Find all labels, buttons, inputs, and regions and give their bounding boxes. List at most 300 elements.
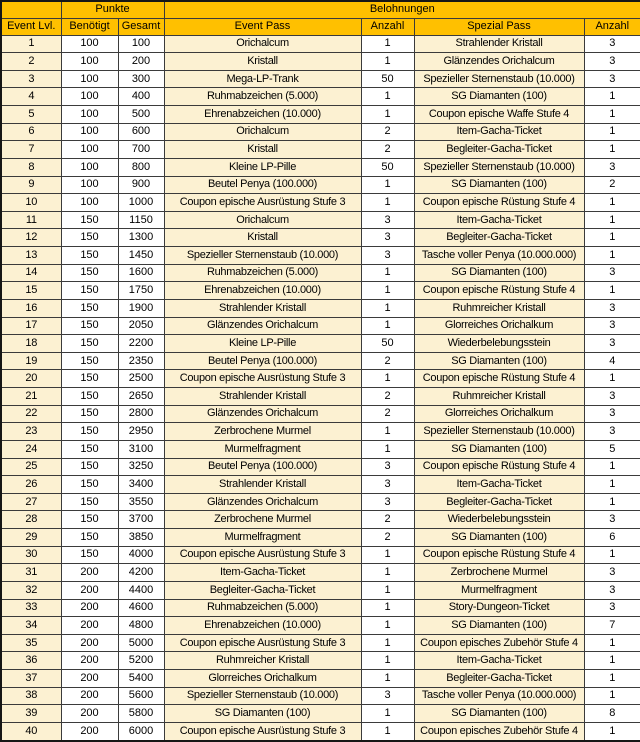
- table-header: [1, 1, 640, 35]
- col-header-anzahl-spezial-pass: Anzahl: [584, 18, 640, 35]
- cell-benoetigt: 150: [61, 511, 118, 529]
- cell-event-lvl: 2: [1, 53, 61, 71]
- cell-anzahl-spezial-pass: 3: [584, 335, 640, 353]
- cell-anzahl-spezial-pass: 1: [584, 670, 640, 688]
- cell-gesamt: 5200: [118, 652, 164, 670]
- table-row: [1, 211, 640, 229]
- cell-anzahl-spezial-pass: 2: [584, 176, 640, 194]
- cell-gesamt: 2950: [118, 423, 164, 441]
- cell-benoetigt: 150: [61, 229, 118, 247]
- cell-event-pass: Glänzendes Orichalcum: [164, 493, 361, 511]
- table-row: [1, 158, 640, 176]
- cell-gesamt: 4600: [118, 599, 164, 617]
- cell-event-pass: Ruhmreicher Kristall: [164, 652, 361, 670]
- cell-anzahl-spezial-pass: 3: [584, 70, 640, 88]
- cell-spezial-pass: Tasche voller Penya (10.000.000): [414, 247, 584, 265]
- cell-gesamt: 5000: [118, 634, 164, 652]
- cell-anzahl-event-pass: 3: [361, 211, 414, 229]
- punkte-group-header: Punkte: [61, 1, 164, 18]
- cell-spezial-pass: SG Diamanten (100): [414, 440, 584, 458]
- cell-spezial-pass: SG Diamanten (100): [414, 264, 584, 282]
- cell-benoetigt: 150: [61, 211, 118, 229]
- cell-anzahl-spezial-pass: 1: [584, 370, 640, 388]
- cell-anzahl-spezial-pass: 3: [584, 564, 640, 582]
- cell-event-lvl: 33: [1, 599, 61, 617]
- table-row: [1, 53, 640, 71]
- cell-spezial-pass: Glorreiches Orichalkum: [414, 317, 584, 335]
- cell-anzahl-spezial-pass: 4: [584, 352, 640, 370]
- table-row: [1, 652, 640, 670]
- cell-event-pass: Strahlender Kristall: [164, 299, 361, 317]
- cell-event-pass: Zerbrochene Murmel: [164, 511, 361, 529]
- cell-anzahl-event-pass: 1: [361, 670, 414, 688]
- cell-spezial-pass: Murmelfragment: [414, 581, 584, 599]
- cell-anzahl-spezial-pass: 3: [584, 581, 640, 599]
- cell-gesamt: 5800: [118, 705, 164, 723]
- cell-spezial-pass: Item-Gacha-Ticket: [414, 123, 584, 141]
- cell-event-lvl: 5: [1, 106, 61, 124]
- cell-spezial-pass: Item-Gacha-Ticket: [414, 476, 584, 494]
- cell-anzahl-spezial-pass: 3: [584, 317, 640, 335]
- cell-gesamt: 3850: [118, 529, 164, 547]
- table-body: [1, 35, 640, 741]
- cell-event-pass: SG Diamanten (100): [164, 705, 361, 723]
- cell-event-pass: Beutel Penya (100.000): [164, 176, 361, 194]
- cell-event-pass: Coupon epische Ausrüstung Stufe 3: [164, 546, 361, 564]
- cell-benoetigt: 200: [61, 705, 118, 723]
- cell-anzahl-event-pass: 1: [361, 370, 414, 388]
- cell-benoetigt: 150: [61, 317, 118, 335]
- cell-anzahl-spezial-pass: 3: [584, 388, 640, 406]
- cell-event-lvl: 9: [1, 176, 61, 194]
- table-row: [1, 617, 640, 635]
- cell-event-pass: Beutel Penya (100.000): [164, 352, 361, 370]
- col-header-event-pass: Event Pass: [164, 18, 361, 35]
- cell-anzahl-spezial-pass: 1: [584, 493, 640, 511]
- table-row: [1, 546, 640, 564]
- cell-spezial-pass: Zerbrochene Murmel: [414, 564, 584, 582]
- cell-spezial-pass: Ruhmreicher Kristall: [414, 299, 584, 317]
- cell-spezial-pass: SG Diamanten (100): [414, 88, 584, 106]
- cell-event-pass: Ehrenabzeichen (10.000): [164, 106, 361, 124]
- cell-benoetigt: 150: [61, 529, 118, 547]
- cell-spezial-pass: Wiederbelebungsstein: [414, 511, 584, 529]
- table-row: [1, 141, 640, 159]
- cell-anzahl-spezial-pass: 3: [584, 264, 640, 282]
- cell-spezial-pass: Begleiter-Gacha-Ticket: [414, 493, 584, 511]
- cell-event-lvl: 27: [1, 493, 61, 511]
- cell-event-lvl: 3: [1, 70, 61, 88]
- cell-anzahl-spezial-pass: 1: [584, 476, 640, 494]
- cell-anzahl-event-pass: 3: [361, 247, 414, 265]
- cell-anzahl-event-pass: 3: [361, 229, 414, 247]
- cell-event-pass: Coupon epische Ausrüstung Stufe 3: [164, 370, 361, 388]
- cell-event-pass: Murmelfragment: [164, 440, 361, 458]
- cell-event-lvl: 23: [1, 423, 61, 441]
- cell-event-lvl: 8: [1, 158, 61, 176]
- cell-gesamt: 6000: [118, 722, 164, 741]
- table-row: [1, 634, 640, 652]
- cell-anzahl-spezial-pass: 1: [584, 458, 640, 476]
- cell-anzahl-spezial-pass: 1: [584, 282, 640, 300]
- cell-anzahl-event-pass: 1: [361, 617, 414, 635]
- belohnungen-group-header: Belohnungen: [164, 1, 640, 18]
- cell-anzahl-event-pass: 2: [361, 141, 414, 159]
- cell-gesamt: 3400: [118, 476, 164, 494]
- cell-event-lvl: 11: [1, 211, 61, 229]
- cell-benoetigt: 100: [61, 141, 118, 159]
- cell-event-pass: Orichalcum: [164, 35, 361, 53]
- cell-spezial-pass: Wiederbelebungsstein: [414, 335, 584, 353]
- cell-gesamt: 2050: [118, 317, 164, 335]
- cell-gesamt: 1000: [118, 194, 164, 212]
- cell-event-pass: Glänzendes Orichalcum: [164, 405, 361, 423]
- table-row: [1, 352, 640, 370]
- cell-event-lvl: 21: [1, 388, 61, 406]
- cell-event-lvl: 32: [1, 581, 61, 599]
- table-row: [1, 317, 640, 335]
- cell-anzahl-spezial-pass: 3: [584, 511, 640, 529]
- cell-benoetigt: 150: [61, 282, 118, 300]
- cell-gesamt: 3100: [118, 440, 164, 458]
- cell-anzahl-spezial-pass: 1: [584, 123, 640, 141]
- cell-anzahl-event-pass: 3: [361, 493, 414, 511]
- table-row: [1, 176, 640, 194]
- cell-event-pass: Ruhmabzeichen (5.000): [164, 264, 361, 282]
- cell-event-lvl: 19: [1, 352, 61, 370]
- cell-gesamt: 4000: [118, 546, 164, 564]
- cell-anzahl-event-pass: 3: [361, 458, 414, 476]
- table-row: [1, 405, 640, 423]
- cell-anzahl-event-pass: 1: [361, 53, 414, 71]
- cell-event-lvl: 15: [1, 282, 61, 300]
- cell-gesamt: 3250: [118, 458, 164, 476]
- cell-anzahl-spezial-pass: 1: [584, 546, 640, 564]
- cell-benoetigt: 150: [61, 405, 118, 423]
- cell-gesamt: 3700: [118, 511, 164, 529]
- table-row: [1, 70, 640, 88]
- cell-spezial-pass: SG Diamanten (100): [414, 352, 584, 370]
- table-row: [1, 722, 640, 741]
- cell-event-lvl: 25: [1, 458, 61, 476]
- cell-benoetigt: 150: [61, 247, 118, 265]
- cell-gesamt: 1600: [118, 264, 164, 282]
- cell-anzahl-spezial-pass: 3: [584, 53, 640, 71]
- col-header-spezial-pass: Spezial Pass: [414, 18, 584, 35]
- cell-event-pass: Ruhmabzeichen (5.000): [164, 599, 361, 617]
- cell-benoetigt: 150: [61, 370, 118, 388]
- table-row: [1, 264, 640, 282]
- table-row: [1, 705, 640, 723]
- cell-anzahl-event-pass: 2: [361, 511, 414, 529]
- table-row: [1, 370, 640, 388]
- col-header-gesamt: Gesamt: [118, 18, 164, 35]
- cell-anzahl-spezial-pass: 1: [584, 141, 640, 159]
- cell-gesamt: 800: [118, 158, 164, 176]
- table-row: [1, 440, 640, 458]
- cell-event-pass: Item-Gacha-Ticket: [164, 564, 361, 582]
- cell-benoetigt: 150: [61, 299, 118, 317]
- table-row: [1, 581, 640, 599]
- cell-event-pass: Strahlender Kristall: [164, 388, 361, 406]
- table-row: [1, 529, 640, 547]
- cell-spezial-pass: Tasche voller Penya (10.000.000): [414, 687, 584, 705]
- cell-event-pass: Glorreiches Orichalkum: [164, 670, 361, 688]
- cell-benoetigt: 150: [61, 264, 118, 282]
- cell-benoetigt: 200: [61, 599, 118, 617]
- cell-gesamt: 5400: [118, 670, 164, 688]
- cell-event-pass: Kleine LP-Pille: [164, 335, 361, 353]
- cell-anzahl-spezial-pass: 3: [584, 599, 640, 617]
- cell-spezial-pass: Spezieller Sternenstaub (10.000): [414, 158, 584, 176]
- cell-benoetigt: 150: [61, 388, 118, 406]
- cell-event-lvl: 26: [1, 476, 61, 494]
- cell-benoetigt: 200: [61, 670, 118, 688]
- cell-gesamt: 700: [118, 141, 164, 159]
- cell-event-pass: Coupon epische Ausrüstung Stufe 3: [164, 634, 361, 652]
- cell-benoetigt: 200: [61, 652, 118, 670]
- cell-spezial-pass: Coupon episches Zubehör Stufe 4: [414, 634, 584, 652]
- cell-anzahl-spezial-pass: 3: [584, 35, 640, 53]
- cell-event-lvl: 17: [1, 317, 61, 335]
- cell-spezial-pass: Coupon epische Waffe Stufe 4: [414, 106, 584, 124]
- cell-anzahl-event-pass: 50: [361, 70, 414, 88]
- cell-spezial-pass: Coupon epische Rüstung Stufe 4: [414, 458, 584, 476]
- cell-event-lvl: 14: [1, 264, 61, 282]
- cell-gesamt: 2650: [118, 388, 164, 406]
- cell-benoetigt: 100: [61, 53, 118, 71]
- cell-anzahl-spezial-pass: 1: [584, 106, 640, 124]
- table-row: [1, 247, 640, 265]
- cell-benoetigt: 200: [61, 581, 118, 599]
- cell-anzahl-event-pass: 2: [361, 529, 414, 547]
- cell-event-lvl: 35: [1, 634, 61, 652]
- cell-event-lvl: 38: [1, 687, 61, 705]
- cell-spezial-pass: Item-Gacha-Ticket: [414, 211, 584, 229]
- table-row: [1, 388, 640, 406]
- cell-event-lvl: 4: [1, 88, 61, 106]
- cell-benoetigt: 100: [61, 158, 118, 176]
- cell-spezial-pass: Glänzendes Orichalcum: [414, 53, 584, 71]
- table-row: [1, 493, 640, 511]
- cell-gesamt: 500: [118, 106, 164, 124]
- cell-anzahl-spezial-pass: 1: [584, 229, 640, 247]
- cell-gesamt: 5600: [118, 687, 164, 705]
- table-row: [1, 229, 640, 247]
- cell-event-lvl: 40: [1, 722, 61, 741]
- table-row: [1, 670, 640, 688]
- cell-gesamt: 2350: [118, 352, 164, 370]
- cell-event-pass: Ehrenabzeichen (10.000): [164, 617, 361, 635]
- cell-benoetigt: 150: [61, 335, 118, 353]
- table-row: [1, 106, 640, 124]
- cell-benoetigt: 100: [61, 194, 118, 212]
- cell-event-pass: Kleine LP-Pille: [164, 158, 361, 176]
- cell-anzahl-event-pass: 1: [361, 106, 414, 124]
- cell-anzahl-event-pass: 1: [361, 581, 414, 599]
- cell-event-lvl: 13: [1, 247, 61, 265]
- cell-benoetigt: 150: [61, 352, 118, 370]
- table-row: [1, 458, 640, 476]
- table-row: [1, 35, 640, 53]
- cell-gesamt: 100: [118, 35, 164, 53]
- cell-event-pass: Kristall: [164, 141, 361, 159]
- cell-spezial-pass: Begleiter-Gacha-Ticket: [414, 229, 584, 247]
- cell-spezial-pass: Coupon epische Rüstung Stufe 4: [414, 370, 584, 388]
- cell-gesamt: 1900: [118, 299, 164, 317]
- cell-spezial-pass: Ruhmreicher Kristall: [414, 388, 584, 406]
- header-group-row: [1, 1, 640, 18]
- cell-event-lvl: 29: [1, 529, 61, 547]
- cell-anzahl-event-pass: 1: [361, 423, 414, 441]
- cell-spezial-pass: SG Diamanten (100): [414, 617, 584, 635]
- cell-spezial-pass: Spezieller Sternenstaub (10.000): [414, 70, 584, 88]
- cell-anzahl-event-pass: 1: [361, 564, 414, 582]
- col-header-anzahl-event-pass: Anzahl: [361, 18, 414, 35]
- cell-anzahl-event-pass: 2: [361, 405, 414, 423]
- cell-event-lvl: 39: [1, 705, 61, 723]
- table-row: [1, 282, 640, 300]
- cell-anzahl-event-pass: 1: [361, 176, 414, 194]
- cell-anzahl-spezial-pass: 1: [584, 88, 640, 106]
- cell-event-lvl: 24: [1, 440, 61, 458]
- cell-anzahl-event-pass: 1: [361, 317, 414, 335]
- cell-anzahl-spezial-pass: 1: [584, 211, 640, 229]
- cell-event-pass: Ruhmabzeichen (5.000): [164, 88, 361, 106]
- cell-benoetigt: 100: [61, 123, 118, 141]
- cell-benoetigt: 150: [61, 458, 118, 476]
- cell-anzahl-spezial-pass: 1: [584, 634, 640, 652]
- cell-anzahl-spezial-pass: 6: [584, 529, 640, 547]
- cell-spezial-pass: SG Diamanten (100): [414, 529, 584, 547]
- cell-anzahl-event-pass: 1: [361, 299, 414, 317]
- header-columns-row: [1, 18, 640, 35]
- cell-benoetigt: 150: [61, 493, 118, 511]
- cell-spezial-pass: Coupon epische Rüstung Stufe 4: [414, 194, 584, 212]
- cell-event-lvl: 31: [1, 564, 61, 582]
- cell-event-lvl: 28: [1, 511, 61, 529]
- cell-spezial-pass: Coupon epische Rüstung Stufe 4: [414, 282, 584, 300]
- col-header-benoetigt: Benötigt: [61, 18, 118, 35]
- cell-spezial-pass: SG Diamanten (100): [414, 705, 584, 723]
- cell-anzahl-event-pass: 2: [361, 388, 414, 406]
- cell-spezial-pass: Strahlender Kristall: [414, 35, 584, 53]
- cell-spezial-pass: Story-Dungeon-Ticket: [414, 599, 584, 617]
- cell-spezial-pass: Item-Gacha-Ticket: [414, 652, 584, 670]
- cell-event-lvl: 12: [1, 229, 61, 247]
- cell-anzahl-event-pass: 50: [361, 335, 414, 353]
- cell-anzahl-event-pass: 1: [361, 599, 414, 617]
- table-row: [1, 687, 640, 705]
- cell-event-pass: Orichalcum: [164, 211, 361, 229]
- cell-anzahl-event-pass: 2: [361, 123, 414, 141]
- cell-event-pass: Kristall: [164, 229, 361, 247]
- cell-event-lvl: 18: [1, 335, 61, 353]
- cell-gesamt: 400: [118, 88, 164, 106]
- cell-benoetigt: 150: [61, 476, 118, 494]
- cell-event-lvl: 7: [1, 141, 61, 159]
- cell-spezial-pass: Coupon epische Rüstung Stufe 4: [414, 546, 584, 564]
- cell-gesamt: 1450: [118, 247, 164, 265]
- table-row: [1, 476, 640, 494]
- table-row: [1, 564, 640, 582]
- cell-benoetigt: 100: [61, 35, 118, 53]
- cell-anzahl-spezial-pass: 1: [584, 652, 640, 670]
- cell-event-pass: Coupon epische Ausrüstung Stufe 3: [164, 722, 361, 741]
- table-row: [1, 599, 640, 617]
- cell-benoetigt: 200: [61, 722, 118, 741]
- table-row: [1, 194, 640, 212]
- cell-benoetigt: 200: [61, 634, 118, 652]
- table-row: [1, 88, 640, 106]
- cell-anzahl-spezial-pass: 3: [584, 299, 640, 317]
- cell-benoetigt: 200: [61, 564, 118, 582]
- cell-spezial-pass: SG Diamanten (100): [414, 176, 584, 194]
- cell-spezial-pass: Begleiter-Gacha-Ticket: [414, 141, 584, 159]
- cell-event-pass: Mega-LP-Trank: [164, 70, 361, 88]
- cell-event-pass: Orichalcum: [164, 123, 361, 141]
- cell-anzahl-event-pass: 1: [361, 440, 414, 458]
- cell-anzahl-event-pass: 1: [361, 652, 414, 670]
- cell-gesamt: 4200: [118, 564, 164, 582]
- cell-anzahl-event-pass: 1: [361, 88, 414, 106]
- cell-event-lvl: 34: [1, 617, 61, 635]
- cell-event-pass: Begleiter-Gacha-Ticket: [164, 581, 361, 599]
- cell-gesamt: 2500: [118, 370, 164, 388]
- cell-spezial-pass: Glorreiches Orichalkum: [414, 405, 584, 423]
- cell-event-lvl: 36: [1, 652, 61, 670]
- cell-gesamt: 2800: [118, 405, 164, 423]
- cell-gesamt: 300: [118, 70, 164, 88]
- cell-anzahl-event-pass: 2: [361, 352, 414, 370]
- cell-spezial-pass: Spezieller Sternenstaub (10.000): [414, 423, 584, 441]
- cell-anzahl-event-pass: 1: [361, 194, 414, 212]
- cell-event-lvl: 30: [1, 546, 61, 564]
- cell-event-lvl: 22: [1, 405, 61, 423]
- cell-anzahl-spezial-pass: 1: [584, 247, 640, 265]
- cell-event-lvl: 16: [1, 299, 61, 317]
- cell-anzahl-event-pass: 3: [361, 476, 414, 494]
- cell-anzahl-event-pass: 3: [361, 687, 414, 705]
- cell-event-pass: Kristall: [164, 53, 361, 71]
- table-row: [1, 511, 640, 529]
- table-row: [1, 423, 640, 441]
- cell-anzahl-spezial-pass: 1: [584, 194, 640, 212]
- cell-event-pass: Spezieller Sternenstaub (10.000): [164, 687, 361, 705]
- cell-event-pass: Coupon epische Ausrüstung Stufe 3: [164, 194, 361, 212]
- cell-benoetigt: 150: [61, 423, 118, 441]
- cell-anzahl-event-pass: 1: [361, 264, 414, 282]
- cell-event-pass: Glänzendes Orichalcum: [164, 317, 361, 335]
- cell-anzahl-spezial-pass: 3: [584, 405, 640, 423]
- corner-cell: [1, 1, 61, 18]
- cell-gesamt: 200: [118, 53, 164, 71]
- cell-anzahl-event-pass: 1: [361, 282, 414, 300]
- cell-benoetigt: 100: [61, 70, 118, 88]
- cell-gesamt: 3550: [118, 493, 164, 511]
- cell-benoetigt: 200: [61, 687, 118, 705]
- cell-benoetigt: 100: [61, 106, 118, 124]
- cell-anzahl-spezial-pass: 3: [584, 423, 640, 441]
- cell-gesamt: 4400: [118, 581, 164, 599]
- cell-anzahl-event-pass: 1: [361, 546, 414, 564]
- cell-anzahl-spezial-pass: 1: [584, 722, 640, 741]
- cell-event-pass: Murmelfragment: [164, 529, 361, 547]
- cell-anzahl-event-pass: 1: [361, 35, 414, 53]
- cell-anzahl-event-pass: 1: [361, 722, 414, 741]
- cell-event-pass: Strahlender Kristall: [164, 476, 361, 494]
- cell-benoetigt: 100: [61, 176, 118, 194]
